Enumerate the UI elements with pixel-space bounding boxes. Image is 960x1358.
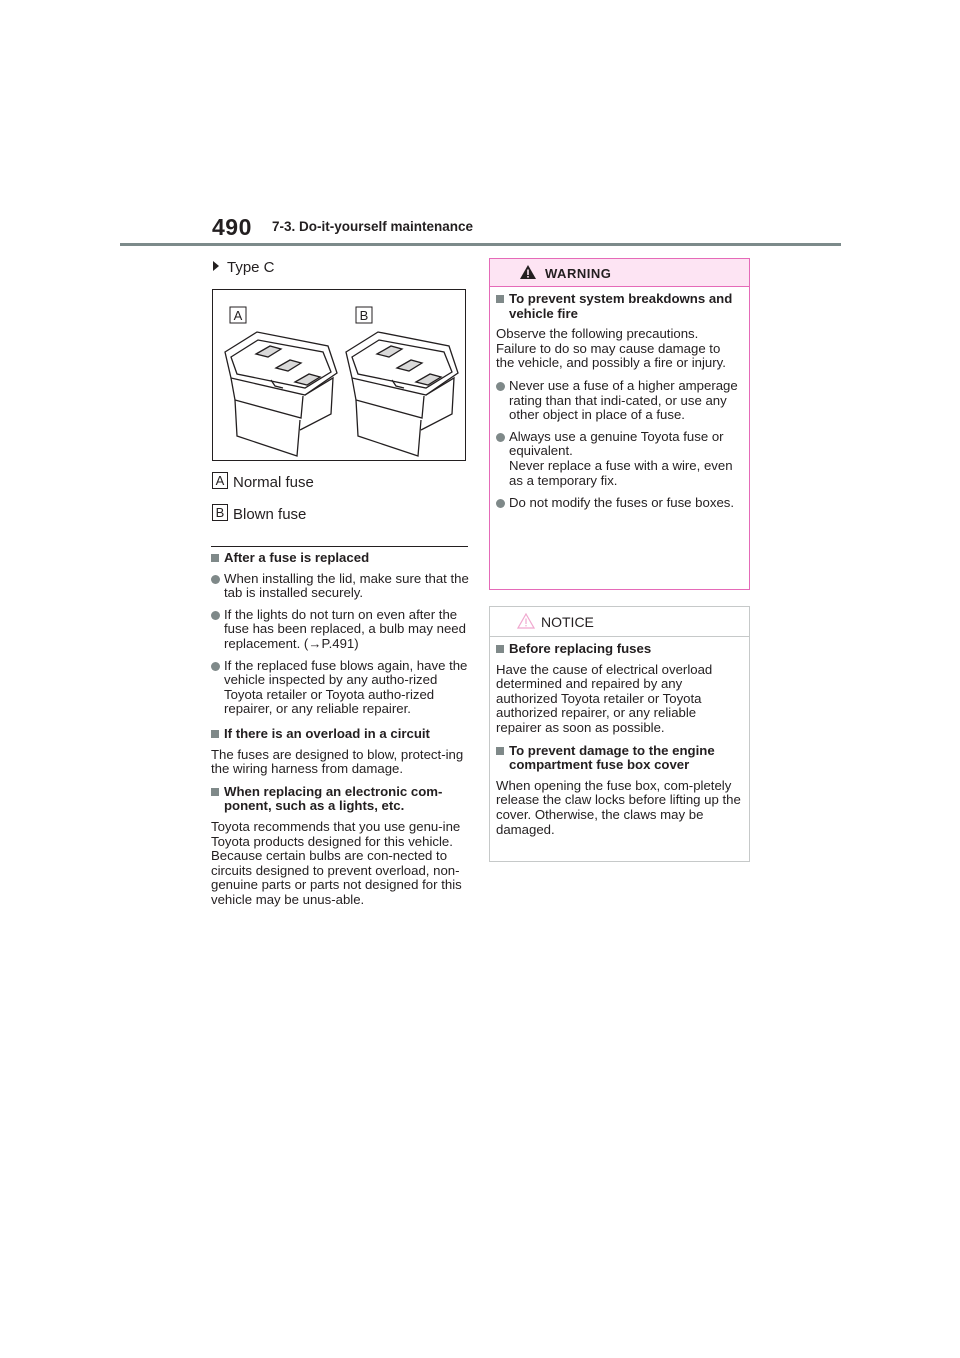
type-label: Type C [213,259,275,276]
list-item: If the lights do not turn on even after the fuse has been replaced, a bulb may need replacement. (→P.491) [211,608,469,652]
section-divider [211,546,468,547]
section-title: 7-3. Do-it-yourself maintenance [272,219,474,234]
left-column-text [211,551,469,915]
warning-title: WARNING [545,266,612,281]
warning-triangle-icon [519,264,537,280]
list-item-continued: Never replace a fuse with a wire, even as a temporary fix. [509,457,733,488]
notice-heading: To prevent damage to the engine compartment fuse box cover [496,744,742,773]
figure-callout-a [230,307,246,323]
notice-header [490,607,749,637]
notice-box [489,606,750,862]
warning-header [490,259,749,287]
warning-intro: Observe the following precautions. Failure to do so may cause damage to the vehicle, and possibly a fire or injury. [496,326,726,371]
overload-text: The fuses are designed to blow, protect-ing the wiring harness from damage. [211,746,464,777]
list-item: Always use a genuine Toyota fuse or equivalent. [496,430,742,459]
figure-callout-b [356,307,372,323]
notice-text: Have the cause of electrical overload determined and repaired by any authorized Toyota retailer or Toyota authorized repairer, or any reliable repairer as soon as possible. [496,661,713,735]
list-item: Never use a fuse of a higher amperage rating than that indi-cated, or use any other object in place of a fuse. [496,379,742,423]
heading-fuse-replaced: After a fuse is replaced [211,551,469,566]
notice-content [496,642,742,845]
legend-normal-fuse: Normal fuse [233,474,314,491]
arrow-bullet-icon [213,261,219,271]
fuse-normal [225,332,337,456]
notice-text: When opening the fuse box, com-pletely release the claw locks before lifting up the cover. Otherwise, the claws may be damaged. [496,777,741,837]
electronic-component-text: Toyota recommends that you use genu-ine Toyota products designed for this vehicle. Because certain bulbs are con-nected to circuits designed to prevent overload, non-genuine parts or parts not designed for this vehicle may be unus-able. [211,818,462,907]
legend-callout-a: A [212,472,228,489]
svg-text:B: B [359,308,369,323]
legend-callout-b: B [212,504,228,521]
figure-area [211,255,468,555]
fuse-blown [346,332,458,456]
notice-triangle-icon [517,613,535,629]
list-item: When installing the lid, make sure that the tab is installed securely. [211,572,469,601]
heading-overload: If there is an overload in a circuit [211,727,469,742]
legend-blown-fuse: Blown fuse [233,506,307,523]
list-item: Do not modify the fuses or fuse boxes. [496,496,742,511]
warning-heading: To prevent system breakdowns and vehicle fire [496,292,742,321]
page-number: 490 [212,214,252,240]
fuse-drawing [213,290,465,460]
svg-text:A: A [233,308,243,323]
notice-title: NOTICE [541,614,594,630]
fuse-illustration [212,289,466,461]
header-rule [120,243,841,246]
warning-box [489,258,750,590]
heading-electronic-component: When replacing an electronic com-ponent, such as a lights, etc. [211,785,469,814]
notice-heading: Before replacing fuses [496,642,742,657]
warning-content [496,292,742,518]
list-item: If the replaced fuse blows again, have the vehicle inspected by any autho-rized Toyota retailer or Toyota autho-rized repairer, or any reliable repairer. [211,659,469,717]
